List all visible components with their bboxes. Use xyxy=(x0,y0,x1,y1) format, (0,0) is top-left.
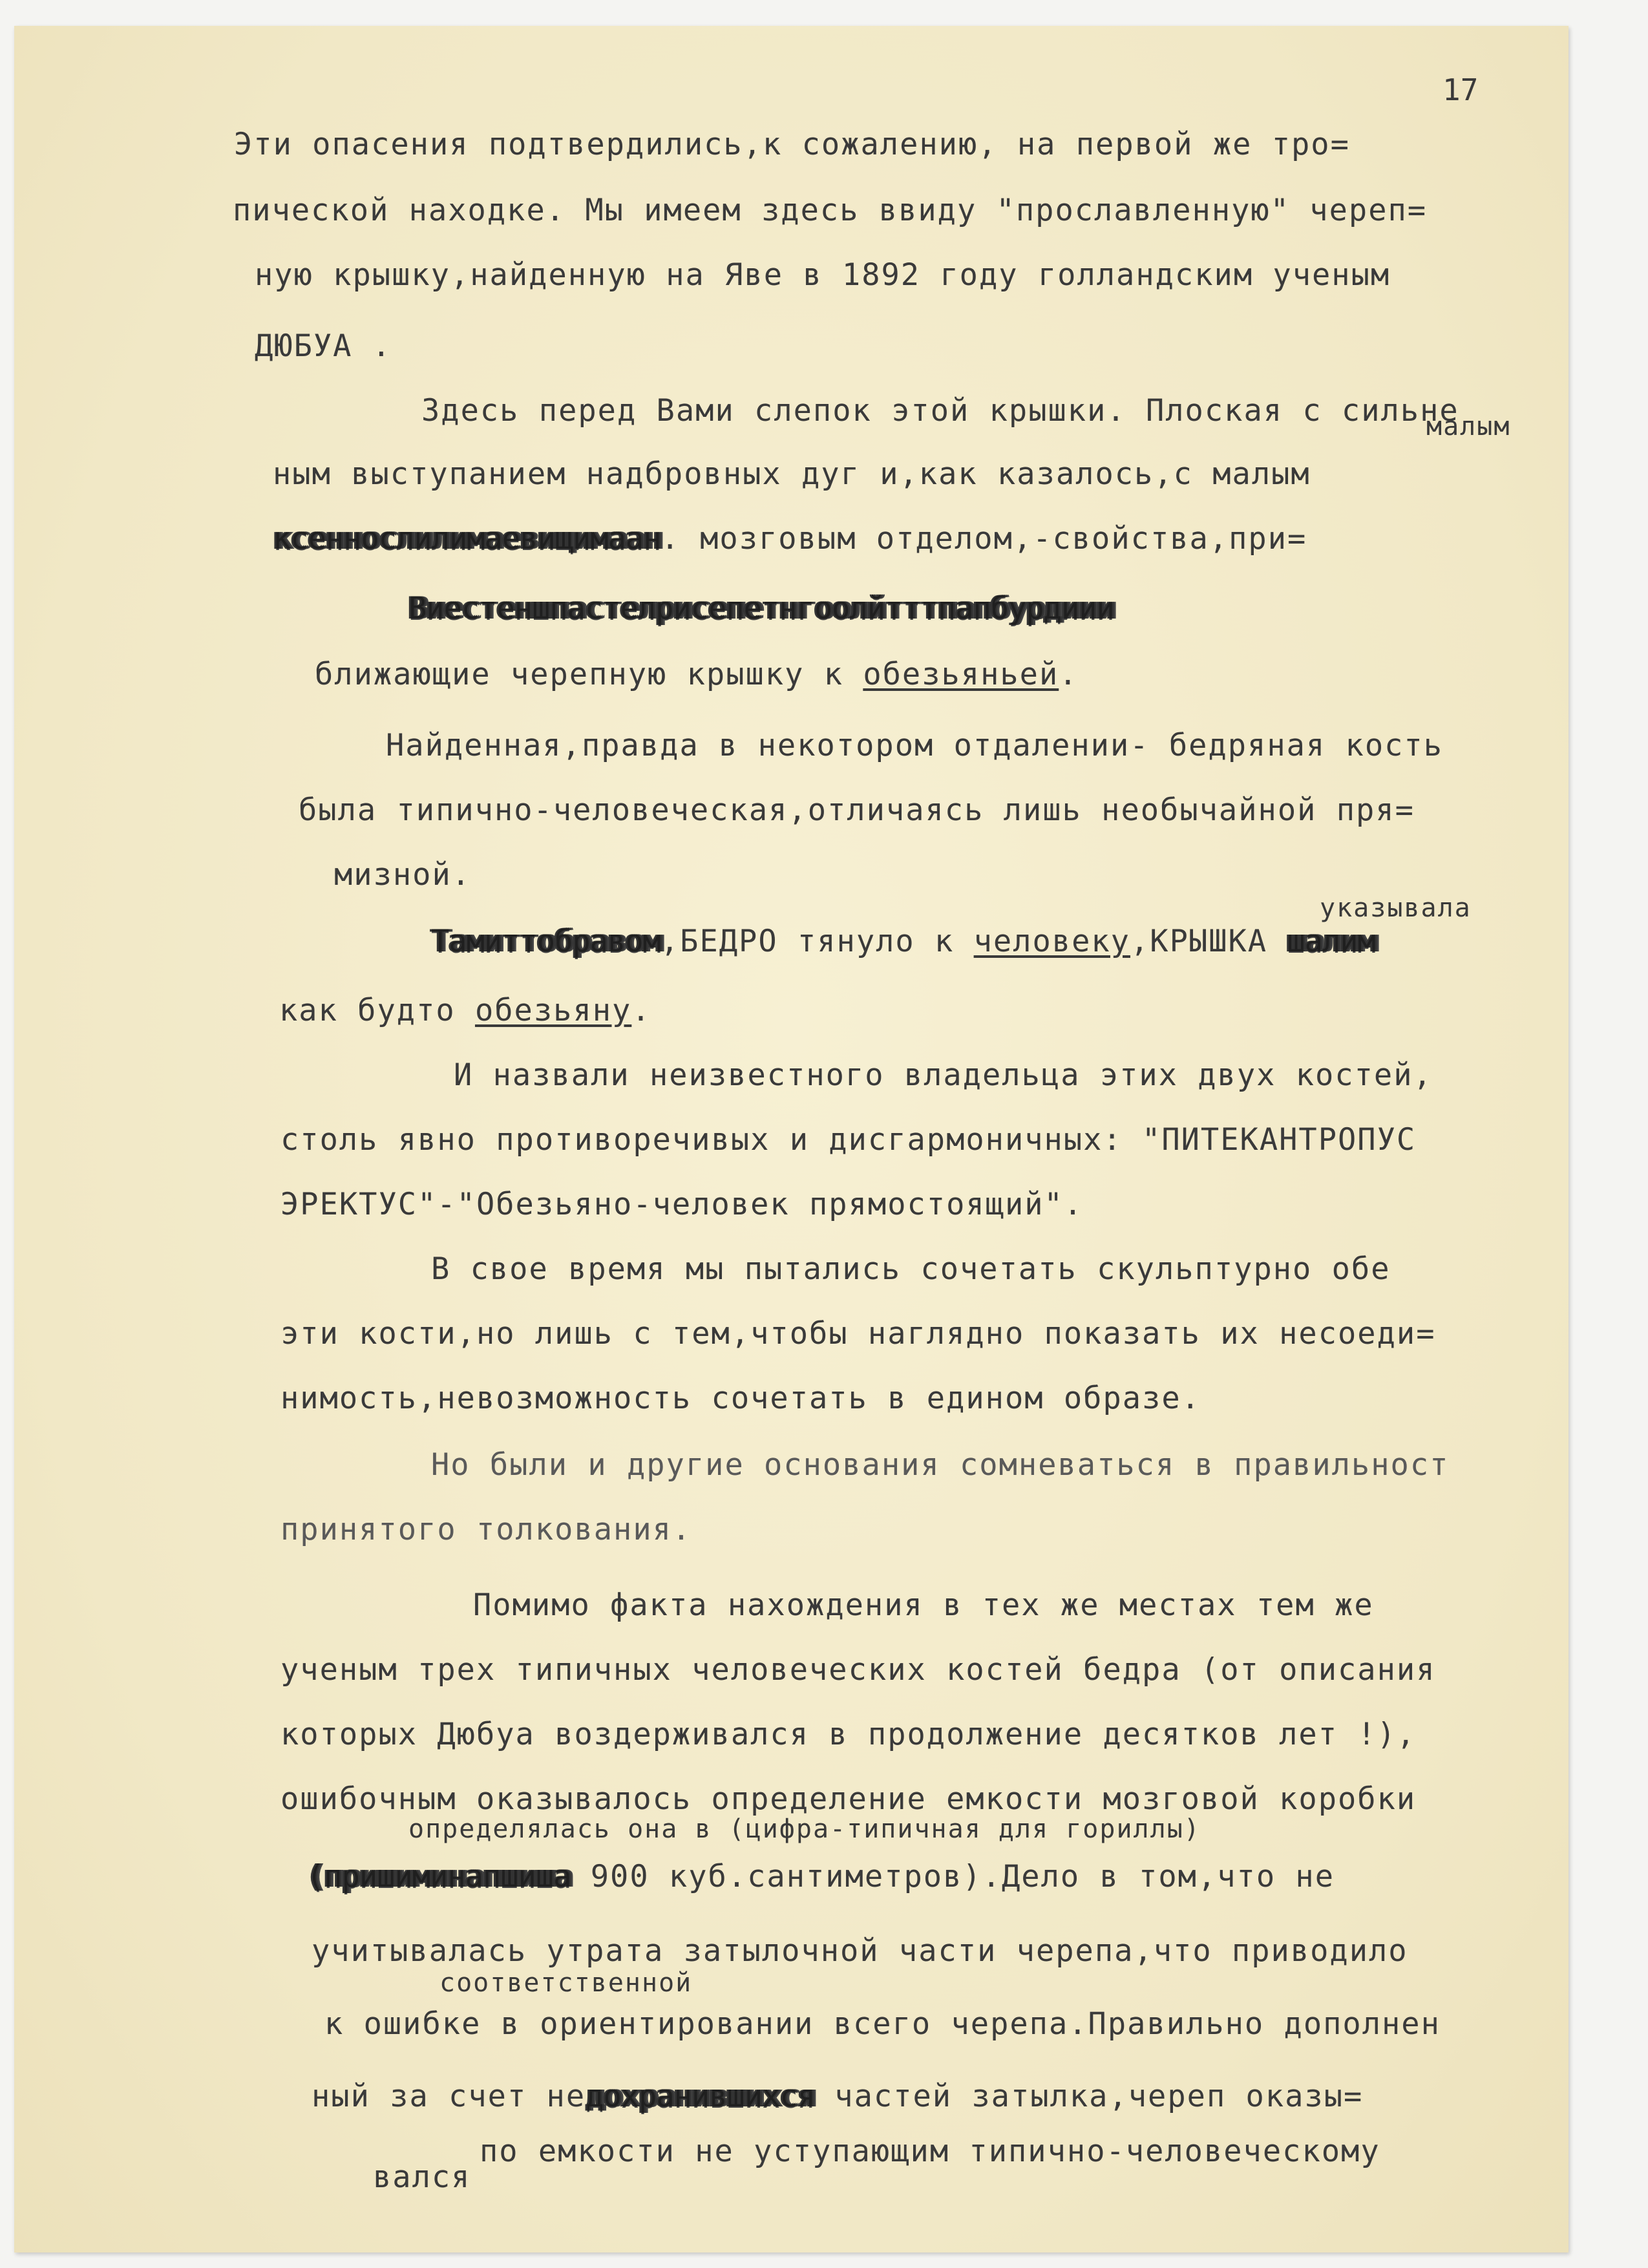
text-line-16: И назвали неизвестного владельца этих двух костей, xyxy=(454,1057,1433,1093)
text-line-25: ученым трех типичных человеческих костей бедра (от описания xyxy=(280,1652,1436,1688)
text-line-34: по емкости не уступающим типично-человеческому xyxy=(480,2134,1380,2169)
text-line-3: ную крышку,найденную на Яве в 1892 году голландским ученым xyxy=(255,257,1391,293)
text-line-34a: вался xyxy=(373,2159,471,2195)
struck-through-text-2: (пришиминапшиша xyxy=(306,1859,571,1894)
text-line-15-start: как будто xyxy=(279,993,475,1028)
insertion-above-line-29: определялась она в (цифра-типичная для гориллы) xyxy=(408,1814,1201,1844)
text-line-24: Помимо факта нахождения в тех же местах тем же xyxy=(473,1587,1374,1623)
struck-through-word-3: дохранившихся xyxy=(586,2079,816,2114)
struck-through-text: ксеннослилимаевищимаан xyxy=(273,521,661,556)
text-line-14-mid: ,БЕДРО тянуло к xyxy=(660,924,974,959)
text-line-11: была типично-человеческая,отличаясь лишь необычайной пря= xyxy=(299,792,1415,828)
underlined-word-human: человеку xyxy=(973,924,1130,959)
typewritten-page xyxy=(14,26,1569,2252)
insertion-above-line-32: соответственной xyxy=(439,1968,693,1998)
text-line-6: ным выступанием надбровных дуг и,как казалось,с малым xyxy=(273,456,1311,492)
text-line-2: пической находке. Мы имеем здесь ввиду "прославленную" череп= xyxy=(233,193,1428,228)
text-line-19: В свое время мы пытались сочетать скульптурно обе xyxy=(431,1251,1391,1287)
text-line-15: как будто обезьяну. xyxy=(279,993,651,1028)
text-line-33-start: ный за счет не xyxy=(312,2079,586,2114)
text-line-18: ЭРЕКТУС"-"Обезьяно-человек прямостоящий". xyxy=(280,1187,1084,1222)
text-line-9-start: ближающие черепную крышку к xyxy=(315,657,863,692)
text-line-20: эти кости,но лишь с тем,чтобы наглядно показать их несоеди= xyxy=(280,1316,1436,1351)
text-line-30: учитывалась утрата затылочной части черепа,что приводило xyxy=(312,1933,1408,1969)
text-line-33 xyxy=(312,2081,1363,2112)
text-line-21: нимость,невозможность сочетать в едином образе. xyxy=(280,1381,1201,1416)
underlined-word-monkey: обезьяньей xyxy=(863,657,1059,692)
text-line-29-rest: 900 куб.сантиметров).Дело в том,что не xyxy=(571,1859,1335,1894)
text-line-7 xyxy=(273,521,1307,556)
text-line-1: Эти опасения подтвердились,к сожалению, на первой же тро= xyxy=(234,127,1350,162)
insertion-above-line-14: указывала xyxy=(1320,893,1472,923)
page-number: 17 xyxy=(1442,72,1479,107)
text-line-27: ошибочным оказывалось определение емкости мозговой коробки xyxy=(280,1781,1417,1817)
text-line-29 xyxy=(306,1861,1335,1892)
struck-through-line-8: Виестеншпастелрисепетнгоолйтттпапбурдиии xyxy=(408,591,1114,626)
text-line-32: к ошибке в ориентировании всего черепа.Правильно дополнен xyxy=(324,2006,1441,2042)
text-line-5: Здесь перед Вами слепок этой крышки. Плоская с сильне xyxy=(421,393,1459,429)
text-line-7-rest: . мозговым отделом,-свойства,при= xyxy=(660,521,1307,556)
text-line-14-krishka: ,КРЫШКА xyxy=(1130,924,1287,959)
text-line-17: столь явно противоречивых и дисгармоничных: "ПИТЕКАНТРОПУС xyxy=(280,1122,1417,1158)
text-line-10: Найденная,правда в некотором отдалении- бедряная кость xyxy=(386,728,1444,763)
struck-through-word-2: шалим xyxy=(1287,924,1375,959)
text-line-22: Но были и другие основания сомневаться в правильност xyxy=(431,1447,1450,1483)
text-line-26: которых Дюбуа воздерживался в продолжение десятков лет !), xyxy=(280,1717,1417,1752)
text-line-23: принятого толкования. xyxy=(280,1512,692,1547)
text-line-33-rest: частей затылка,череп оказы= xyxy=(815,2079,1364,2114)
struck-through-word-1: Тамиттобравом xyxy=(431,924,660,959)
insertion-above-line-6: малым xyxy=(1426,412,1511,441)
underlined-word-ape: обезьяну xyxy=(474,993,632,1028)
text-line-4: ДЮБУА . xyxy=(255,328,392,364)
text-line-12: мизной. xyxy=(334,857,472,893)
text-line-14 xyxy=(431,926,1375,957)
text-line-9: ближающие черепную крышку к обезьяньей. xyxy=(315,657,1079,692)
